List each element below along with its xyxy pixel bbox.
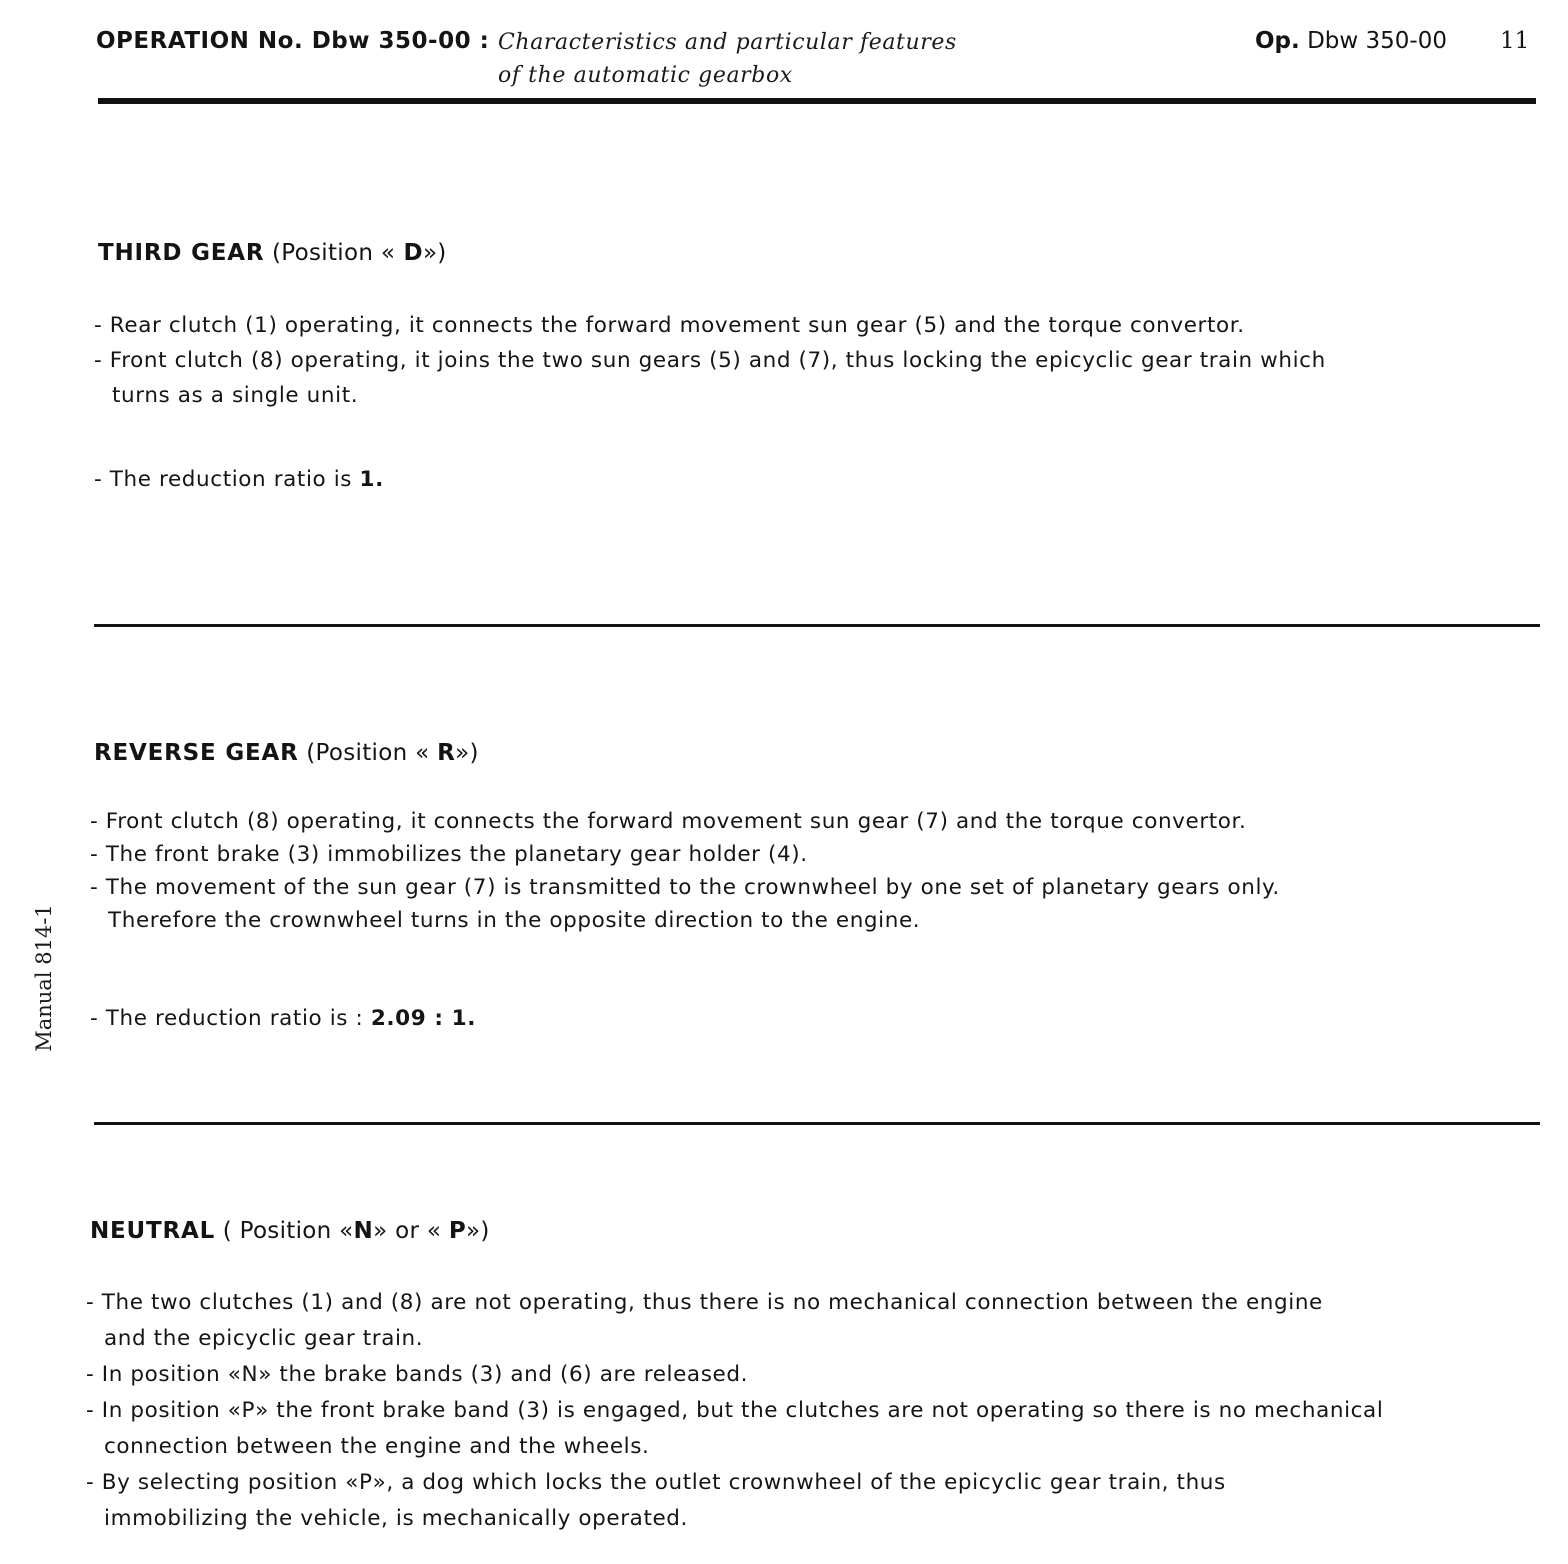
- body-line: - Front clutch (8) operating, it joins the two sun gears (5) and (7), thus locking the epicyclic gear train which: [94, 348, 1326, 373]
- position-prefix: (Position «: [264, 240, 396, 266]
- description-line: of the automatic gearbox: [498, 63, 793, 88]
- reduction-ratio-reverse-gear: [90, 1001, 476, 1036]
- body-line: - In position «N» the brake bands (3) and (6) are released.: [86, 1362, 749, 1387]
- description-line: Characteristics and particular features: [498, 30, 957, 55]
- position-middle: » or «: [373, 1218, 449, 1244]
- section-body-reverse-gear: [90, 805, 1280, 937]
- section-heading-neutral: [90, 1218, 490, 1244]
- ratio-value: 2.09 : 1.: [370, 1006, 476, 1031]
- position-suffix: »): [455, 740, 479, 766]
- section-divider: [94, 1122, 1540, 1125]
- body-line: and the epicyclic gear train.: [104, 1326, 424, 1351]
- body-line: - By selecting position «P», a dog which locks the outlet crownwheel of the epicyclic gear train, thus: [86, 1470, 1226, 1495]
- operation-reference-code: Dbw 350-00: [1299, 28, 1447, 54]
- section-title: NEUTRAL: [90, 1218, 216, 1244]
- header-rule: [98, 98, 1536, 104]
- page-number: 11: [1500, 28, 1530, 54]
- operation-reference-prefix: Op.: [1255, 28, 1300, 54]
- section-body-neutral: [86, 1285, 1383, 1537]
- section-heading-third-gear: [98, 240, 447, 266]
- operation-number: OPERATION No. Dbw 350-00 :: [96, 28, 490, 54]
- section-title: THIRD GEAR: [98, 240, 265, 266]
- section-divider: [94, 624, 1540, 627]
- ratio-value: 1.: [359, 467, 384, 492]
- body-line: - Front clutch (8) operating, it connects the forward movement sun gear (7) and the torque convertor.: [90, 809, 1247, 834]
- body-line: - In position «P» the front brake band (3) is engaged, but the clutches are not operating so there is no mechanical: [86, 1398, 1384, 1423]
- body-line: connection between the engine and the wheels.: [104, 1434, 650, 1459]
- position-suffix: »): [465, 1218, 490, 1244]
- operation-description: [498, 26, 957, 92]
- position-letter-n: N: [353, 1218, 374, 1244]
- reduction-ratio-third-gear: [94, 462, 384, 497]
- body-line: - The two clutches (1) and (8) are not operating, thus there is no mechanical connection between the engine: [86, 1290, 1323, 1315]
- manual-reference: Manual 814-1: [32, 904, 56, 1052]
- section-body-third-gear: [94, 308, 1326, 413]
- position-prefix: ( Position «: [215, 1218, 354, 1244]
- body-line: - Rear clutch (1) operating, it connects the forward movement sun gear (5) and the torque convertor.: [94, 313, 1245, 338]
- position-suffix: »): [422, 240, 447, 266]
- ratio-label: - The reduction ratio is: [94, 467, 360, 492]
- position-letter: D: [395, 240, 423, 266]
- ratio-label: - The reduction ratio is :: [90, 1006, 371, 1031]
- body-line: Therefore the crownwheel turns in the opposite direction to the engine.: [108, 908, 921, 933]
- body-line: turns as a single unit.: [112, 383, 359, 408]
- position-prefix: (Position «: [298, 740, 438, 766]
- position-letter: R: [437, 740, 456, 766]
- position-letter-p: P: [448, 1218, 466, 1244]
- operation-reference: [1255, 28, 1447, 54]
- body-line: immobilizing the vehicle, is mechanically operated.: [104, 1506, 688, 1531]
- body-line: - The movement of the sun gear (7) is transmitted to the crownwheel by one set of planetary gears only.: [90, 875, 1280, 900]
- body-line: - The front brake (3) immobilizes the planetary gear holder (4).: [90, 842, 808, 867]
- section-title: REVERSE GEAR: [94, 740, 299, 766]
- section-heading-reverse-gear: [94, 740, 479, 766]
